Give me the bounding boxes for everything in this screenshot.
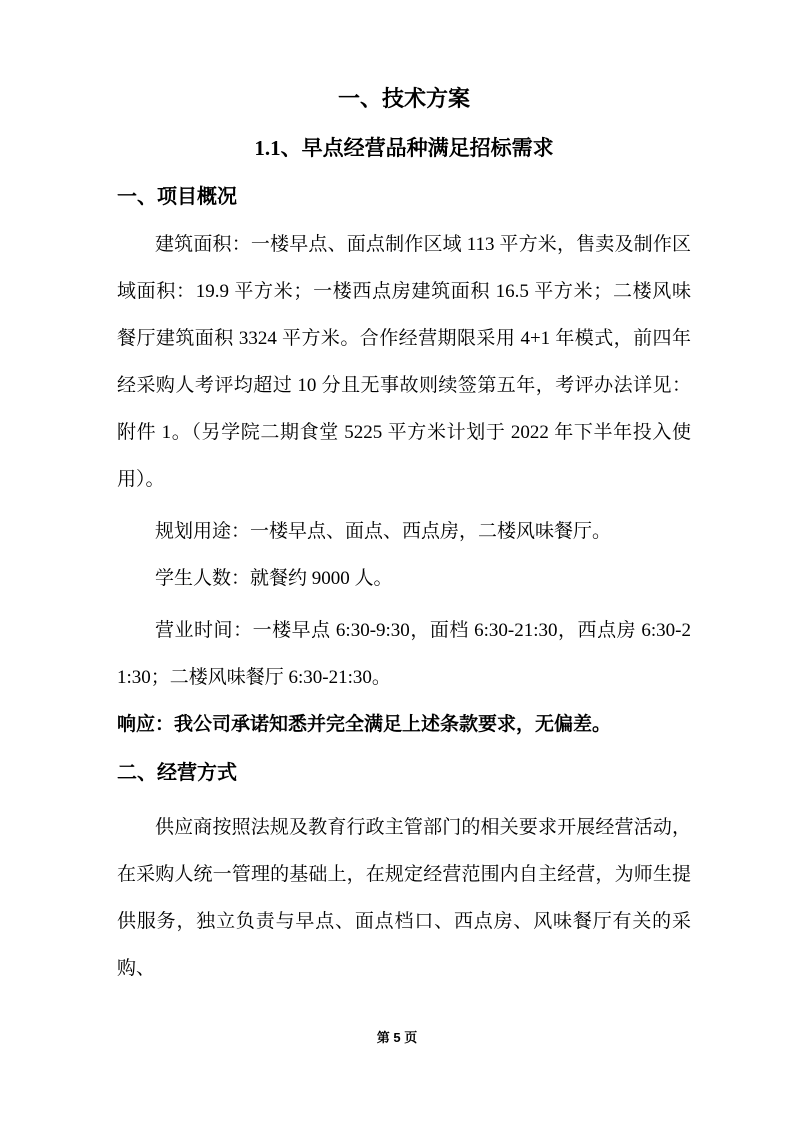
paragraph-building-area: 建筑面积：一楼早点、面点制作区域 113 平方米，售卖及制作区域面积：19.9 平方米；一楼西点房建筑面积 16.5 平方米；二楼风味餐厅建筑面积 3324 平方米。合作经营期限采用 4+1 年模式，前四年经采购人考评均超过 10 分且无事故则续签第五年，考评办法详见：附件 1。（另学院二期食堂 5225 平方米计划于 2022 年下半年投入使用）。	[117, 234, 691, 490]
document-subtitle: 1.1、早点经营品种满足招标需求	[254, 136, 554, 160]
paragraph-planned-use: 规划用途：一楼早点、面点、西点房，二楼风味餐厅。	[155, 521, 612, 542]
document-body	[117, 75, 691, 992]
page-number: 第 5 页	[376, 1030, 418, 1045]
paragraph-student-count: 学生人数：就餐约 9000 人。	[155, 568, 393, 589]
paragraph-business-hours: 营业时间：一楼早点 6:30-9:30，面档 6:30-21:30，西点房 6:30-21:30；二楼风味餐厅 6:30-21:30。	[117, 620, 691, 688]
response-statement: 响应：我公司承诺知悉并完全满足上述条款要求，无偏差。	[117, 714, 612, 735]
section-heading-operation-mode: 二、经营方式	[117, 762, 237, 784]
paragraph-supplier-operation: 供应商按照法规及教育行政主管部门的相关要求开展经营活动，在采购人统一管理的基础上，在规定经营范围内自主经营，为师生提供服务，独立负责与早点、面点档口、西点房、风味餐厅有关的采购、	[117, 817, 691, 979]
section-heading-project-overview: 一、项目概况	[117, 186, 237, 208]
page-footer	[0, 1028, 794, 1048]
document-title: 一、技术方案	[337, 86, 470, 111]
